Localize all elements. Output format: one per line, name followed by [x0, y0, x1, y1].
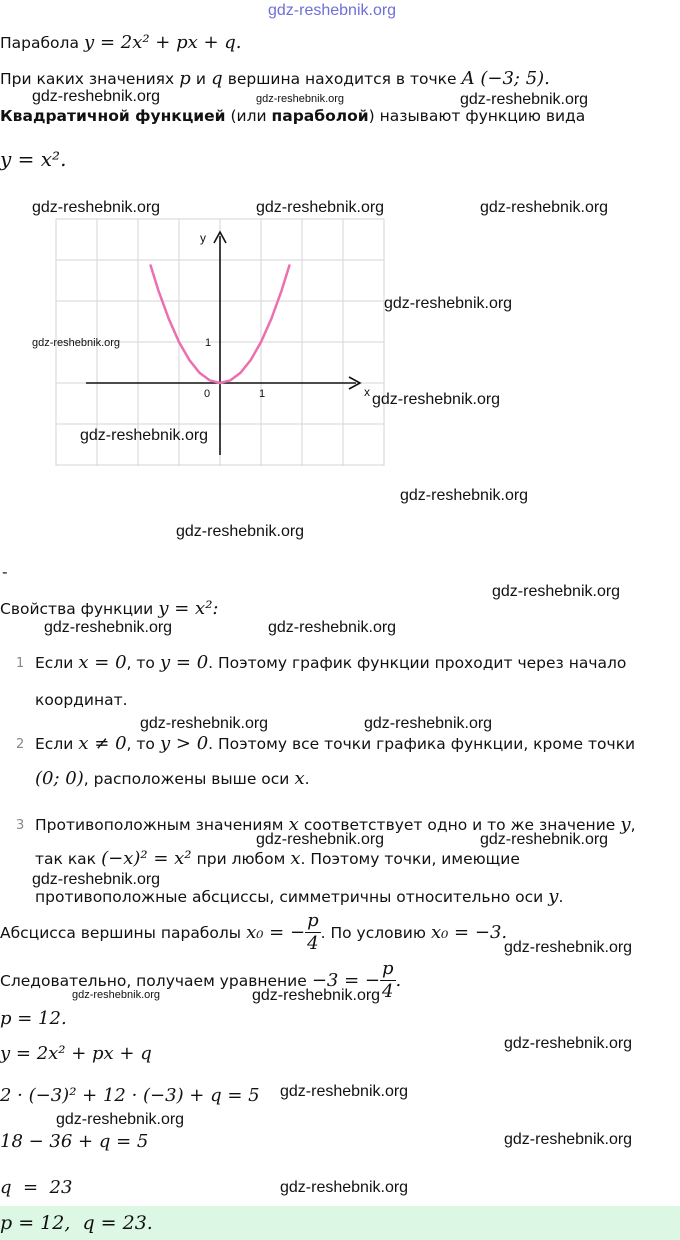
watermark: gdz-reshebnik.org: [268, 619, 397, 636]
properties-title-formula: y = x²:: [158, 598, 219, 619]
watermark: gdz-reshebnik.org: [480, 831, 609, 848]
watermark: gdz-reshebnik.org: [252, 987, 381, 1004]
item-text: . Поэтому график функции проходит через начало: [208, 654, 627, 672]
y-axis-label: y: [200, 231, 206, 245]
solution-math: −3 = −: [311, 969, 380, 991]
vertex-point: A (−3; 5).: [461, 68, 550, 89]
list-item-number: 3: [16, 818, 25, 833]
solution-math: x₀ = −3.: [430, 921, 508, 943]
item-text: .: [304, 770, 310, 788]
separator-dash: -: [2, 563, 8, 581]
properties-title: [0, 598, 218, 620]
item-text: координат.: [35, 691, 128, 709]
fraction: [380, 958, 396, 1003]
definition-formula: y = x².: [0, 147, 67, 171]
item-math: (0; 0): [35, 768, 84, 789]
var-q: q: [211, 68, 223, 89]
item-math: x = 0: [78, 652, 127, 673]
solution-math: x₀ = −: [246, 921, 306, 943]
watermark: gdz-reshebnik.org: [176, 523, 305, 540]
watermark: gdz-reshebnik.org: [32, 871, 161, 888]
problem-formula: y = 2x² + px + q.: [84, 32, 242, 53]
item-math: y: [548, 886, 559, 907]
item-math: x: [294, 768, 305, 789]
watermark: gdz-reshebnik.org: [504, 1131, 633, 1148]
fraction-denominator: 4: [307, 933, 319, 954]
watermark: gdz-reshebnik.org: [32, 199, 161, 216]
problem-text: вершина находится в точке: [227, 70, 457, 88]
equation-2: 2 · (−3)² + 12 · (−3) + q = 5: [0, 1085, 260, 1106]
watermark: gdz-reshebnik.org: [140, 715, 269, 732]
answer-text: p = 12, q = 23.: [0, 1212, 153, 1234]
solution-text: . По условию: [320, 923, 426, 942]
watermark: gdz-reshebnik.org: [256, 199, 385, 216]
item-text: Противоположным значениям: [35, 816, 284, 834]
list-item-number: 1: [16, 656, 25, 671]
item-text: соответствует одно и то же значение: [303, 816, 616, 834]
watermark-top: gdz-reshebnik.org: [268, 2, 397, 19]
watermark: gdz-reshebnik.org: [72, 989, 161, 1001]
fraction-numerator: p: [307, 910, 319, 931]
tick-label-y-1: 1: [205, 337, 212, 349]
watermark: gdz-reshebnik.org: [256, 831, 385, 848]
watermark: gdz-reshebnik.org: [504, 1035, 633, 1052]
list-item: Противоположным значениям x соответствует одно и то же значение y,: [35, 814, 636, 835]
list-item-line: [35, 848, 520, 870]
watermark: gdz-reshebnik.org: [372, 391, 501, 408]
item-text: так как: [35, 850, 97, 868]
problem-text: Парабола: [0, 34, 79, 52]
definition-term: Квадратичной функцией: [0, 107, 226, 125]
tick-label-origin: 0: [204, 388, 211, 400]
solution-text: Следовательно, получаем уравнение: [0, 971, 307, 990]
item-text: Если: [35, 654, 74, 672]
problem-text: и: [195, 70, 206, 88]
item-math: y > 0: [160, 733, 209, 754]
solution-math: .: [395, 969, 402, 991]
item-text: при любом: [196, 850, 286, 868]
answer-box: [0, 1206, 680, 1240]
item-text: .: [558, 888, 564, 906]
equation-4: q = 23: [0, 1177, 73, 1198]
item-text: , расположены выше оси: [83, 770, 290, 788]
item-text: , то: [126, 735, 155, 753]
parabola-graph: [0, 0, 680, 560]
equation-1: y = 2x² + px + q: [0, 1043, 152, 1064]
fraction: [305, 910, 321, 955]
watermark: gdz-reshebnik.org: [44, 619, 173, 636]
watermark: gdz-reshebnik.org: [384, 295, 513, 312]
solution-text: Абсцисса вершины параболы: [0, 923, 241, 942]
equation-3: 18 − 36 + q = 5: [0, 1131, 149, 1152]
watermark: gdz-reshebnik.org: [504, 939, 633, 956]
watermark: gdz-reshebnik.org: [280, 1083, 409, 1100]
tick-label-x-1: 1: [259, 388, 266, 400]
watermark: gdz-reshebnik.org: [56, 1111, 185, 1128]
item-math: y = 0: [160, 652, 209, 673]
list-item-line: [35, 768, 310, 790]
properties-title-text: Свойства функции: [0, 600, 154, 618]
watermark: gdz-reshebnik.org: [32, 337, 121, 349]
watermark: gdz-reshebnik.org: [400, 487, 529, 504]
p-value: p = 12.: [0, 1008, 67, 1029]
list-item-number: 2: [16, 737, 25, 752]
definition-text: (или: [230, 107, 267, 125]
list-item-line: [35, 886, 563, 908]
watermark: gdz-reshebnik.org: [492, 583, 621, 600]
watermark: gdz-reshebnik.org: [32, 88, 161, 105]
item-math: (−x)² = x²: [101, 848, 192, 869]
var-p: p: [179, 68, 191, 89]
fraction-numerator: p: [382, 958, 394, 979]
list-item: [35, 733, 635, 755]
item-text: Если: [35, 735, 74, 753]
watermark: gdz-reshebnik.org: [256, 93, 345, 105]
item-text: , то: [126, 654, 155, 672]
item-math: x: [290, 848, 301, 869]
y-axis: [214, 232, 226, 455]
item-math: x ≠ 0: [78, 733, 127, 754]
watermark: gdz-reshebnik.org: [364, 715, 493, 732]
watermark: gdz-reshebnik.org: [280, 1179, 409, 1196]
problem-text: При каких значениях: [0, 70, 175, 88]
solution-step-1: [0, 910, 507, 955]
definition-text: ) называют функцию вида: [368, 107, 586, 125]
definition-term: параболой: [271, 107, 369, 125]
item-math: y: [620, 814, 631, 835]
list-item: [35, 652, 626, 674]
watermark: gdz-reshebnik.org: [480, 199, 609, 216]
item-math: x: [288, 814, 299, 835]
watermark: gdz-reshebnik.org: [80, 427, 209, 444]
watermark: gdz-reshebnik.org: [460, 91, 589, 108]
item-text: . Поэтому точки, имеющие: [300, 850, 520, 868]
item-text: противоположные абсциссы, симметричны относительно оси: [35, 888, 544, 906]
fraction-denominator: 4: [382, 981, 394, 1002]
item-text: . Поэтому все точки графика функции, кроме точки: [208, 735, 636, 753]
x-axis-label: x: [364, 385, 370, 399]
